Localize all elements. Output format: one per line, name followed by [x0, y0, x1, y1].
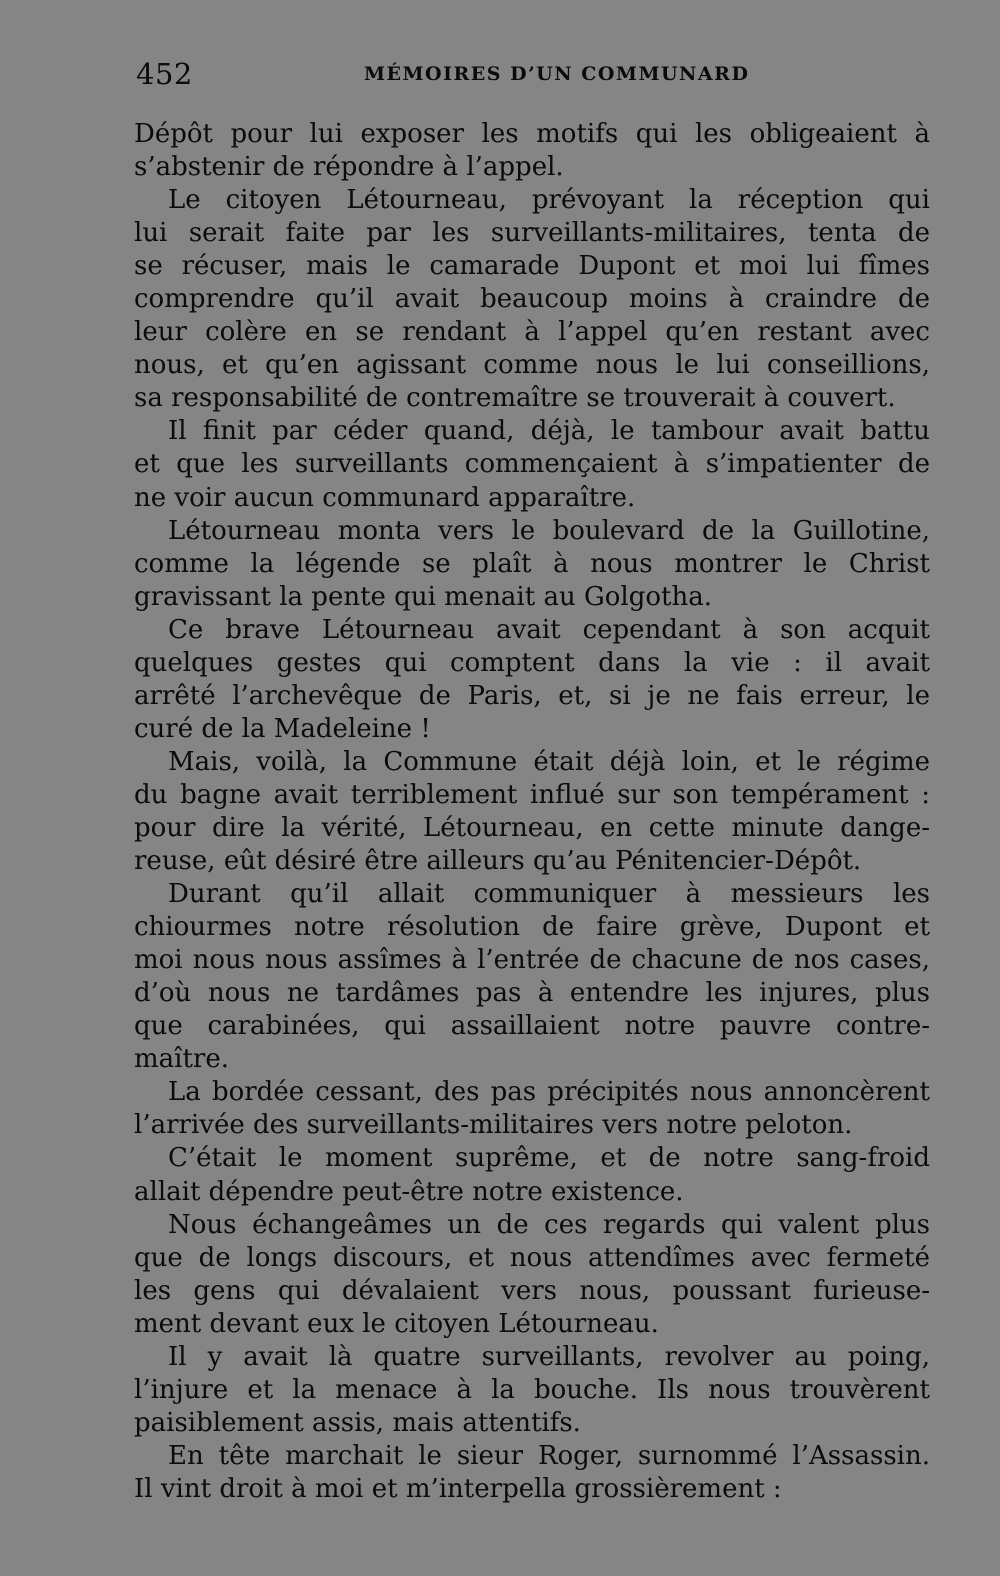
text-line: Durant qu’il allait communiquer à messieurs les — [168, 879, 930, 910]
paragraph — [134, 1209, 930, 1341]
text-line: les gens qui dévalaient vers nous, poussant furieuse- — [134, 1275, 930, 1306]
running-head — [136, 55, 926, 95]
paragraph — [134, 1440, 930, 1506]
text-line: Dépôt pour lui exposer les motifs qui les obligeaient à — [134, 119, 930, 149]
page-number: 452 — [136, 57, 193, 91]
text-line: l’arrivée des surveillants-militaires vers notre peloton. — [134, 1110, 853, 1141]
text-line: La bordée cessant, des pas précipités nous annoncèrent — [168, 1077, 930, 1108]
text-line: moi nous nous assîmes à l’entrée de chacune de nos cases, — [134, 945, 930, 976]
text-line: arrêté l’archevêque de Paris, et, si je ne fais erreur, le — [134, 680, 930, 711]
paragraph — [134, 515, 930, 614]
text-line: d’où nous ne tardâmes pas à entendre les injures, plus — [134, 978, 930, 1009]
text-line: Le citoyen Létourneau, prévoyant la réception qui — [168, 185, 930, 216]
text-line: curé de la Madeleine ! — [134, 713, 431, 744]
paragraph — [134, 1076, 930, 1142]
paragraph — [134, 746, 930, 878]
text-line: que carabinées, qui assaillaient notre pauvre contre- — [134, 1011, 930, 1042]
text-line: ne voir aucun communard apparaître. — [134, 482, 636, 513]
text-line: Il y avait là quatre surveillants, revolver au poing, — [168, 1341, 930, 1372]
text-line: ment devant eux le citoyen Létourneau. — [134, 1308, 659, 1339]
paragraph — [134, 415, 930, 514]
paragraph — [134, 878, 930, 1076]
text-line: nous, et qu’en agissant comme nous le lui conseillions, — [134, 350, 930, 381]
text-line: C’était le moment suprême, et de notre sang-froid — [168, 1143, 930, 1174]
paragraph — [134, 614, 930, 746]
text-line: Létourneau monta vers le boulevard de la Guillotine, — [168, 515, 930, 546]
text-line: et que les surveillants commençaient à s’impatienter de — [134, 449, 930, 480]
text-line: Mais, voilà, la Commune était déjà loin, et le régime — [168, 746, 930, 777]
paragraph — [134, 1142, 930, 1208]
running-title: MÉMOIRES D’UN COMMUNARD — [364, 63, 750, 85]
text-line: comprendre qu’il avait beaucoup moins à craindre de — [134, 284, 930, 315]
text-line: pour dire la vérité, Létourneau, en cette minute dange- — [134, 812, 930, 843]
text-line: maître. — [134, 1044, 229, 1075]
text-line: lui serait faite par les surveillants-militaires, tenta de — [134, 218, 930, 249]
text-line: gravissant la pente qui menait au Golgotha. — [134, 581, 712, 612]
text-line: sa responsabilité de contremaître se trouverait à couvert. — [134, 383, 896, 414]
text-line: leur colère en se rendant à l’appel qu’en restant avec — [134, 317, 930, 348]
paragraph — [134, 184, 930, 415]
paragraph — [134, 1341, 930, 1440]
text-line: du bagne avait terriblement influé sur son tempérament : — [134, 779, 930, 810]
text-line: Nous échangeâmes un de ces regards qui valent plus — [168, 1209, 930, 1240]
paragraph — [134, 118, 930, 184]
text-line: En tête marchait le sieur Roger, surnommé l’Assassin. — [168, 1440, 930, 1471]
text-line: que de longs discours, et nous attendîmes avec fermeté — [134, 1242, 930, 1273]
text-line: Il finit par céder quand, déjà, le tambour avait battu — [168, 416, 930, 447]
text-line: chiourmes notre résolution de faire grève, Dupont et — [134, 912, 930, 943]
text-line: paisiblement assis, mais attentifs. — [134, 1407, 581, 1438]
text-line: l’injure et la menace à la bouche. Ils nous trouvèrent — [134, 1374, 930, 1405]
text-line: Ce brave Létourneau avait cependant à son acquit — [168, 614, 930, 645]
text-line: s’abstenir de répondre à l’appel. — [134, 152, 564, 183]
text-line: quelques gestes qui comptent dans la vie : il avait — [134, 647, 930, 678]
body-text — [134, 118, 930, 1506]
text-line: reuse, eût désiré être ailleurs qu’au Pénitencier-Dépôt. — [134, 846, 862, 877]
text-line: comme la légende se plaît à nous montrer le Christ — [134, 548, 930, 579]
text-line: Il vint droit à moi et m’interpella grossièrement : — [134, 1473, 782, 1504]
text-line: se récuser, mais le camarade Dupont et moi lui fîmes — [134, 251, 930, 282]
text-line: allait dépendre peut-être notre existence. — [134, 1176, 684, 1207]
